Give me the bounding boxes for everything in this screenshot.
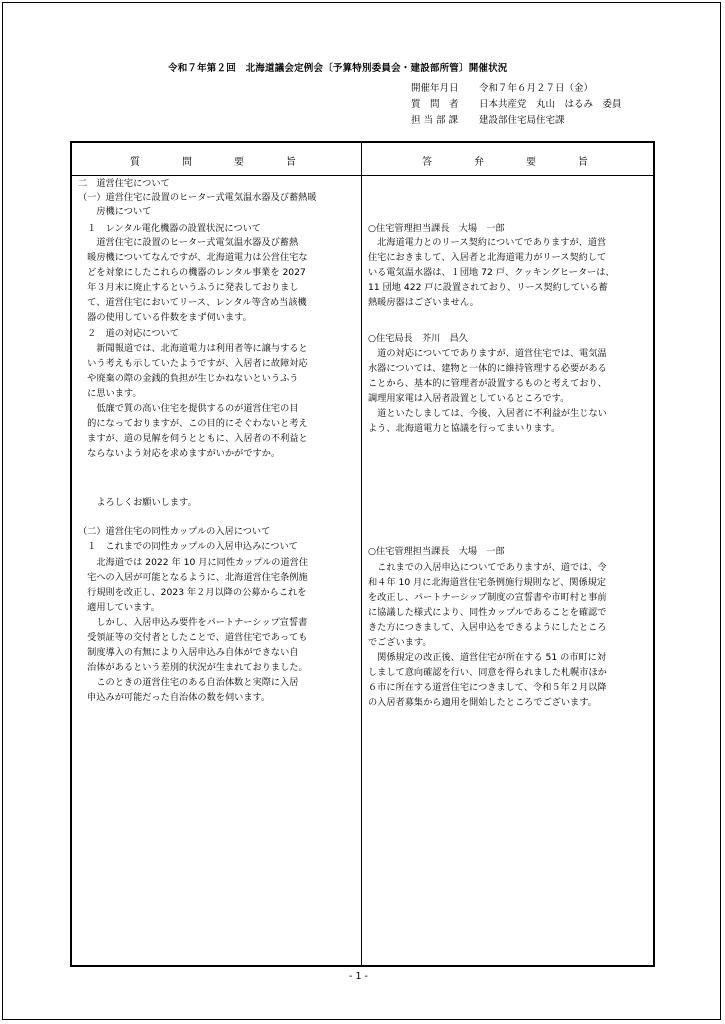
answer-line: の入居者募集から適用を開始したところでございます。 (368, 697, 597, 708)
header-char: 旨 (578, 157, 588, 168)
header-char: 旨 (286, 157, 296, 168)
qa-table (70, 141, 655, 967)
answer-line: でございます。 (368, 637, 432, 648)
meta-questioner (411, 96, 622, 110)
question-line: 道営住宅に設置のヒーター式電気温水器及び蓄熱 (78, 237, 299, 248)
header-char: 問 (182, 157, 192, 168)
page-number: - 1 - (349, 971, 368, 982)
question-line: 申込みが可能だった自治体の数を伺います。 (78, 692, 271, 703)
question-line: １ レンタル電化機器の設置状況について (78, 223, 261, 234)
answer-line: 熱暖房器はございません。 (368, 297, 479, 308)
meta-value: 日本共産党 丸山 はるみ 委員 (479, 99, 622, 110)
question-line: ２ 道の対応について (78, 328, 179, 339)
answer-line: 道といたしましては、今後、入居者に不利益が生じない (368, 408, 607, 419)
question-line: しかし、入居申込み要件をパートナーシップ宣誓書 (78, 617, 308, 628)
meta-key: 質 問 者 (411, 99, 459, 110)
question-line: ますが、道の見解を伺うとともに、入居者の不利益と (78, 433, 308, 444)
question-line: 行規則を改正し、2023 年２月以降の公募からこれを (78, 587, 307, 598)
question-header (130, 153, 296, 168)
answer-line: きた方につきまして、入居申込をできるようにしたところ (368, 622, 607, 633)
question-line: よろしくお願いします。 (78, 497, 197, 508)
meta-key: 開催年月日 (411, 83, 459, 94)
meta-value: 建設部住宅局住宅課 (479, 115, 565, 126)
question-line: 治体があるという差別的状況が生まれておりました。 (78, 662, 308, 673)
question-line: て、道営住宅においてリース、レンタル等含め当該機 (78, 297, 307, 308)
question-line: 二 道営住宅について (78, 178, 170, 189)
answer-header (422, 153, 588, 168)
header-char: 質 (130, 157, 140, 168)
answer-line: ことから、基本的に管理者が設置するものと考えており、 (368, 378, 607, 389)
answer-line: ○住宅管理担当課長 大場 一郎 (368, 223, 505, 234)
question-line: どを対象にしたこれらの機器のレンタル事業を 2027 (78, 267, 306, 278)
answer-line: しまして意向確認を行い、同意を得られました札幌市ほか (368, 667, 607, 678)
question-line: いう考えも示していたようですが、入居者に故障対応 (78, 358, 308, 369)
header-char: 弁 (474, 157, 484, 168)
answer-line: これまでの入居申込についてでありますが、道では、令 (368, 562, 607, 573)
answer-line: いる電気温水器は、１団地 72 戸、クッキングヒーターは、 (368, 267, 615, 278)
question-line: ならないよう対応を求めますがいかがですか。 (78, 448, 281, 459)
answer-line: 北海道電力とのリース契約についてでありますが、道営 (368, 237, 607, 248)
question-line: 器の使用している件数をまず伺います。 (78, 312, 252, 323)
question-line: 適用しています。 (78, 602, 160, 613)
answer-line: 関係規定の改正後、道営住宅が所在する 51 の市町に対 (368, 652, 607, 663)
column-divider (361, 143, 362, 965)
question-line: 北海道では 2022 年 10 月に同性カップルの道営住 (78, 557, 309, 568)
question-line: 宅への入居が可能となるように、北海道営住宅条例施 (78, 572, 308, 583)
question-line: 制度導入の有無により入居申込み自体ができない自 (78, 647, 299, 658)
answer-line: 道の対応についてでありますが、道営住宅では、電気温 (368, 348, 607, 359)
header-char: 答 (422, 157, 432, 168)
meta-value: 令和７年６月２７日（金） (479, 83, 594, 94)
header-char: 要 (526, 157, 536, 168)
question-line: 房機について (78, 206, 152, 217)
answer-line: に協議した様式により、同性カップルであることを確認で (368, 607, 607, 618)
answer-line: 和４年 10 月に北海道営住宅条例施行規則など、関係規定 (368, 577, 607, 588)
answer-line: ○住宅局長 芥川 昌久 (368, 333, 468, 344)
question-line: このときの道営住宅のある自治体数と実際に入居 (78, 677, 299, 688)
question-line: （二）道営住宅の同性カップルの入居について (78, 526, 271, 537)
question-line: に思います。 (78, 388, 142, 399)
header-divider (72, 175, 653, 176)
answer-line: 11 団地 422 戸に設置されており、リース契約している蓄 (368, 282, 608, 293)
meta-department (411, 112, 565, 126)
meta-key: 担 当 部 課 (411, 115, 459, 126)
document-title: 令和７年第２回 北海道議会定例会〔予算特別委員会・建設部所管〕開催状況 (168, 63, 508, 74)
question-line: 受領証等の交付者としたことで、道営住宅であっても (78, 632, 308, 643)
answer-line: を改正し、パートナーシップ制度の宣誓書や市町村と事前 (368, 592, 607, 603)
answer-line: ○住宅管理担当課長 大場 一郎 (368, 546, 505, 557)
question-line: １ これまでの同性カップルの入居申込みについて (78, 541, 298, 552)
answer-line: 住宅におきまして、入居者と北海道電力がリース契約して (368, 252, 607, 263)
question-line: 暖房機についてなんですが、北海道電力は公営住宅な (78, 252, 308, 263)
question-line: 的になっておりますが、この目的にそぐわないと考え (78, 418, 308, 429)
question-line: 年３月末に廃止するというふうに発表しておりまし (78, 282, 299, 293)
question-line: や廃棄の際の金銭的負担が生じかねないというふう (78, 373, 299, 384)
question-line: 低廉で質の高い住宅を提供するのが道営住宅の目 (78, 403, 299, 414)
header-char: 要 (234, 157, 244, 168)
question-line: 新聞報道では、北海道電力は利用者等に譲与すると (78, 343, 308, 354)
answer-line: ６市に所在する道営住宅につきまして、令和５年２月以降 (368, 682, 607, 693)
answer-line: 調理用家電は入居者設置としているところです。 (368, 393, 570, 404)
meta-date (411, 80, 593, 94)
answer-line: よう、北海道電力と協議を行ってまいります。 (368, 423, 561, 434)
answer-line: 水器については、建物と一体的に維持管理する必要がある (368, 363, 607, 374)
question-line: （一）道営住宅に設置のヒーター式電気温水器及び蓄熱暖 (78, 192, 317, 203)
